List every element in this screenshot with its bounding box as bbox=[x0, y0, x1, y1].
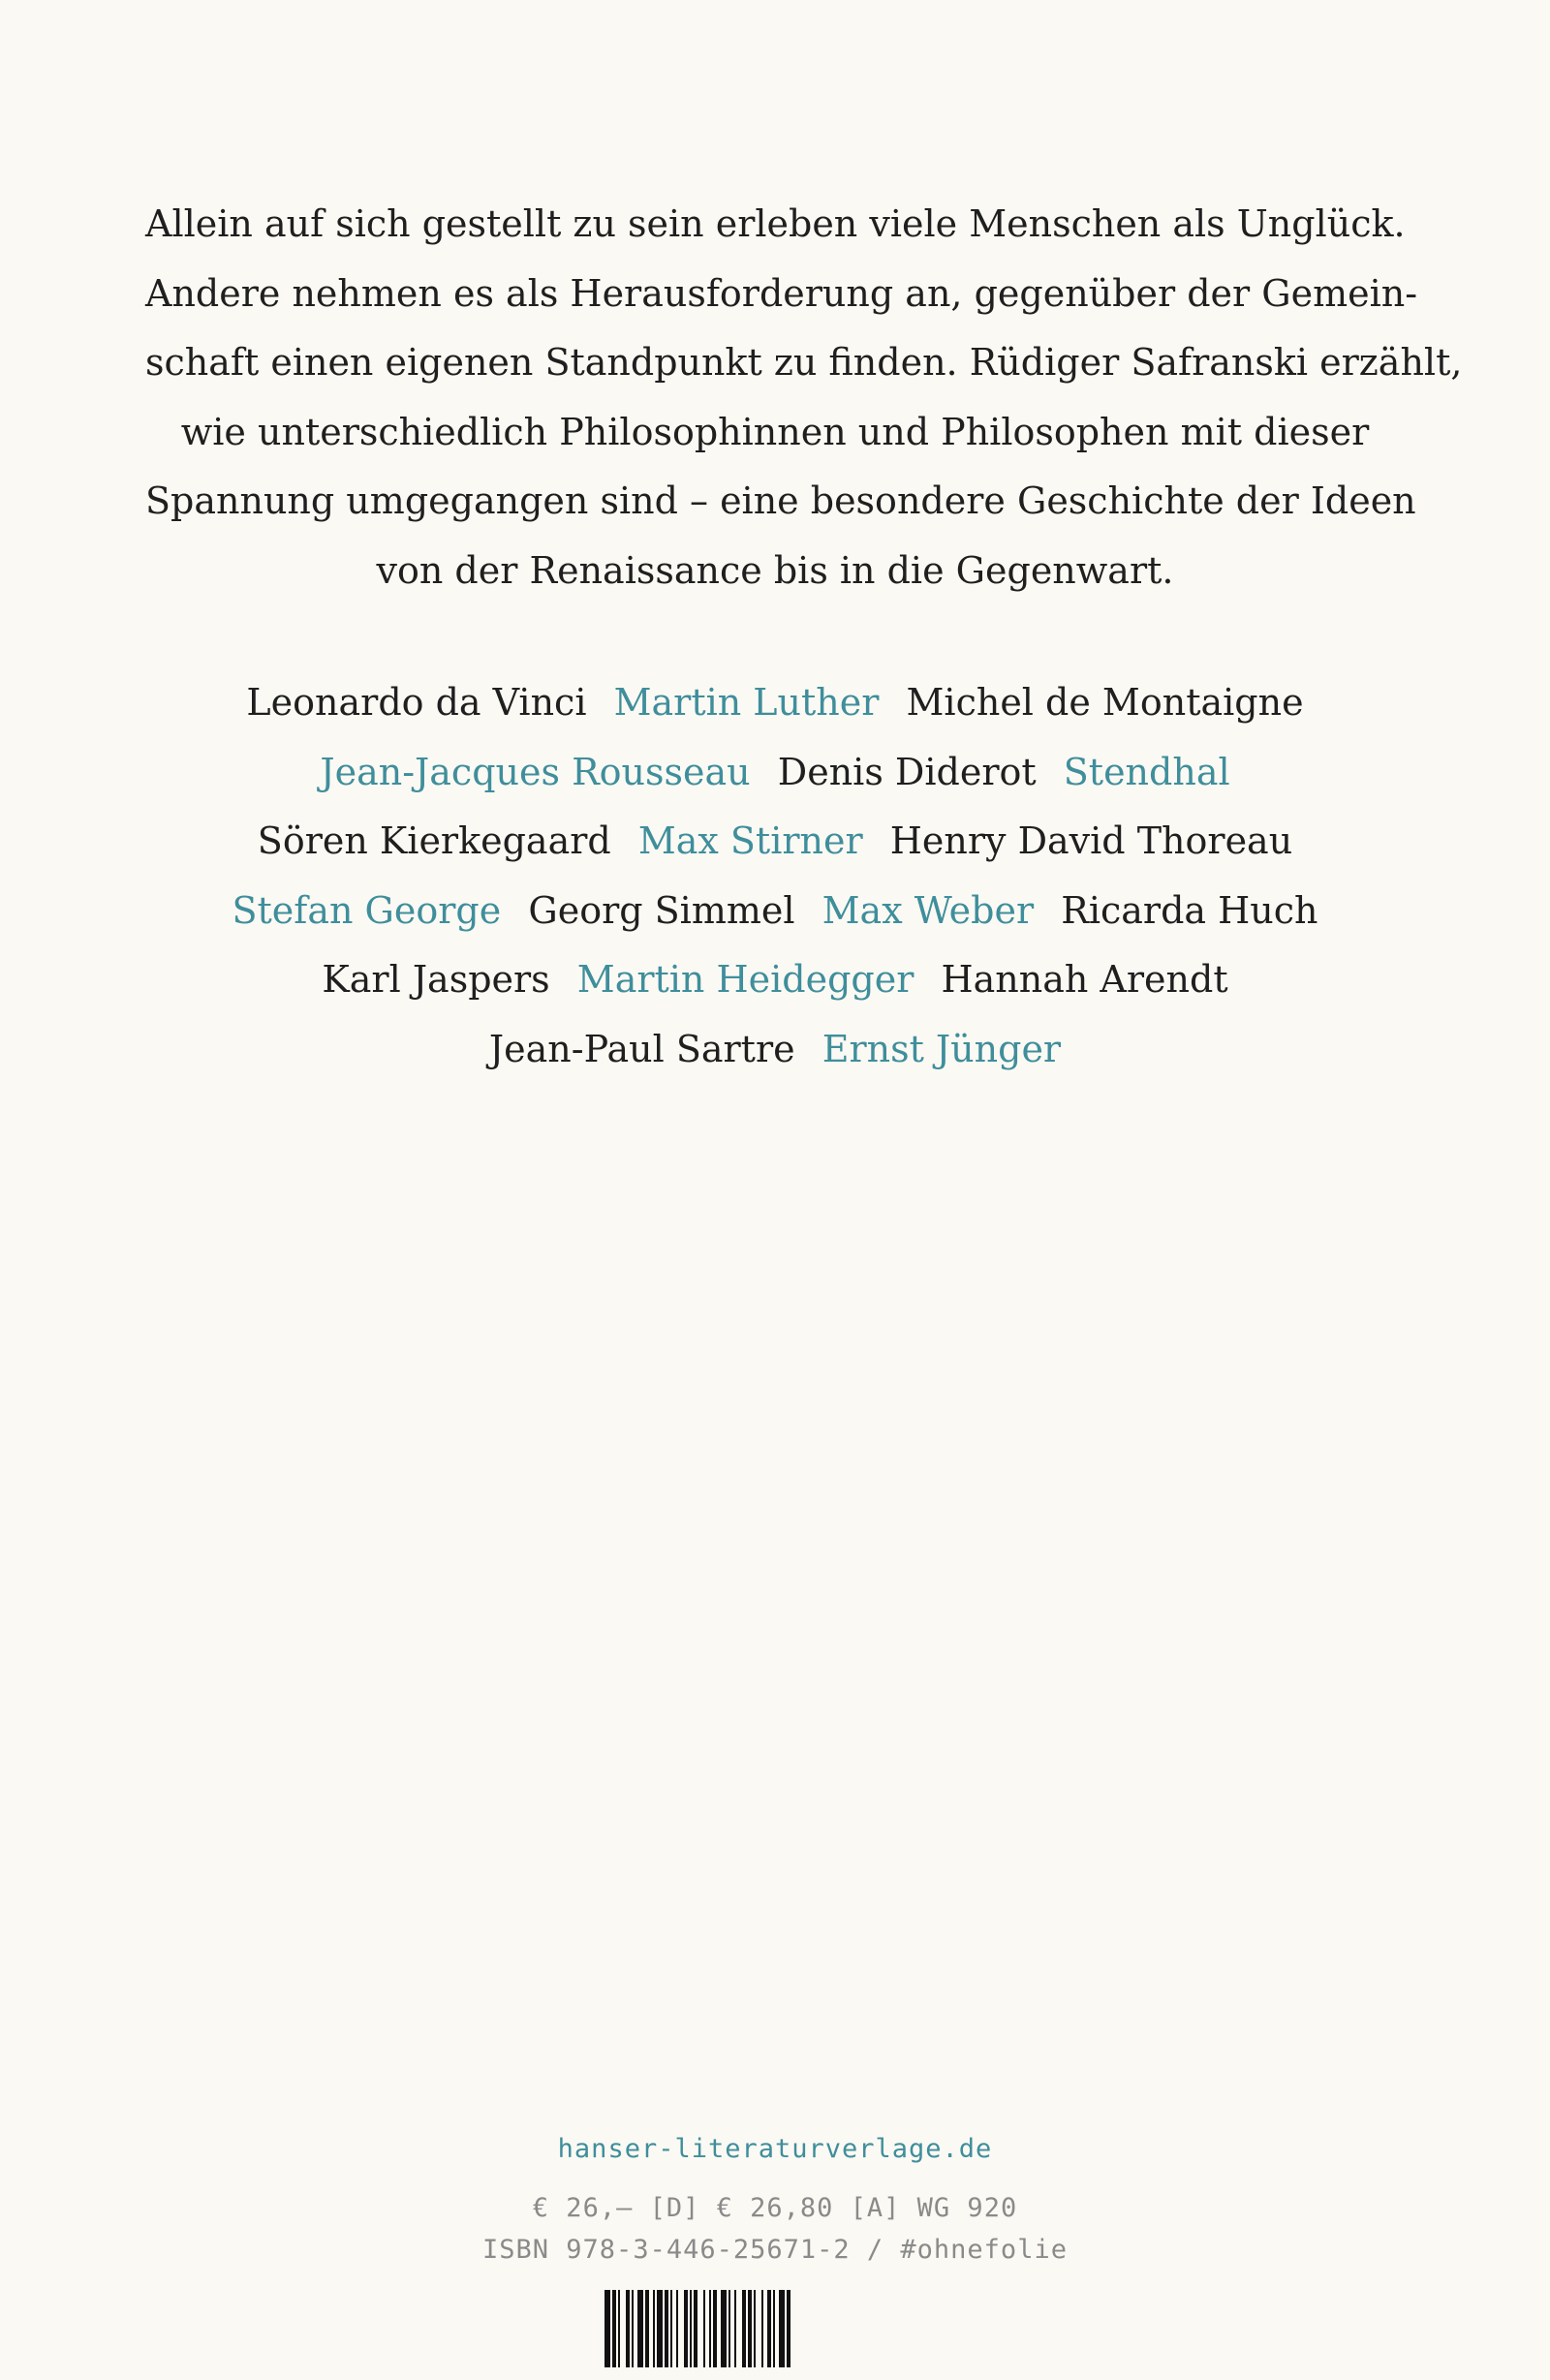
philosopher-name: Max Stirner bbox=[637, 819, 863, 862]
publisher-website: hanser-literaturverlage.de bbox=[557, 2134, 993, 2164]
philosopher-name: Ernst Jünger bbox=[822, 1027, 1062, 1070]
barcode bbox=[603, 2290, 947, 2367]
philosopher-name: Denis Diderot bbox=[777, 750, 1037, 793]
philosopher-name: Jean-Jacques Rousseau bbox=[320, 750, 751, 793]
philosopher-name: Martin Heidegger bbox=[576, 958, 914, 1001]
philosopher-name: Jean-Paul Sartre bbox=[488, 1027, 795, 1070]
philosopher-name: Stendhal bbox=[1063, 750, 1230, 793]
philosopher-name: Michel de Montaigne bbox=[906, 681, 1304, 724]
names-row bbox=[145, 945, 1405, 1015]
names-row bbox=[145, 1015, 1405, 1085]
blurb-line: wie unterschiedlich Philosophinnen und Philosophen mit dieser bbox=[180, 410, 1370, 453]
names-row bbox=[145, 807, 1405, 877]
blurb-text bbox=[145, 190, 1463, 605]
blurb-line: Allein auf sich gestellt zu sein erleben viele Menschen als Unglück. bbox=[145, 202, 1406, 245]
philosopher-name: Henry David Thoreau bbox=[889, 819, 1293, 862]
philosopher-name: Georg Simmel bbox=[528, 888, 795, 932]
blurb-line: von der Renaissance bis in die Gegenwart. bbox=[376, 548, 1174, 592]
philosopher-name: Martin Luther bbox=[613, 681, 880, 724]
blurb-line: schaft einen eigenen Standpunkt zu finden. Rüdiger Safranski erzählt, bbox=[145, 341, 1463, 384]
philosopher-name: Leonardo da Vinci bbox=[246, 681, 587, 724]
philosopher-name: Karl Jaspers bbox=[322, 958, 550, 1001]
blurb-line: Andere nehmen es als Herausforderung an, gegenüber der Gemein- bbox=[145, 271, 1418, 315]
philosopher-name: Max Weber bbox=[822, 888, 1035, 932]
names-row bbox=[145, 877, 1405, 946]
philosopher-name: Ricarda Huch bbox=[1061, 888, 1318, 932]
blurb-line: Spannung umgegangen sind – eine besondere Geschichte der Ideen bbox=[145, 479, 1416, 522]
isbn-line: ISBN 978-3-446-25671-2 / #ohnefolie bbox=[482, 2235, 1068, 2265]
names-row bbox=[145, 668, 1405, 738]
philosopher-name: Sören Kierkegaard bbox=[257, 819, 611, 862]
names-row bbox=[145, 738, 1405, 808]
price-line: € 26,– [D] € 26,80 [A] WG 920 bbox=[532, 2193, 1018, 2223]
philosopher-name: Stefan George bbox=[232, 888, 502, 932]
philosopher-names bbox=[145, 668, 1405, 1084]
philosopher-name: Hannah Arendt bbox=[941, 958, 1228, 1001]
